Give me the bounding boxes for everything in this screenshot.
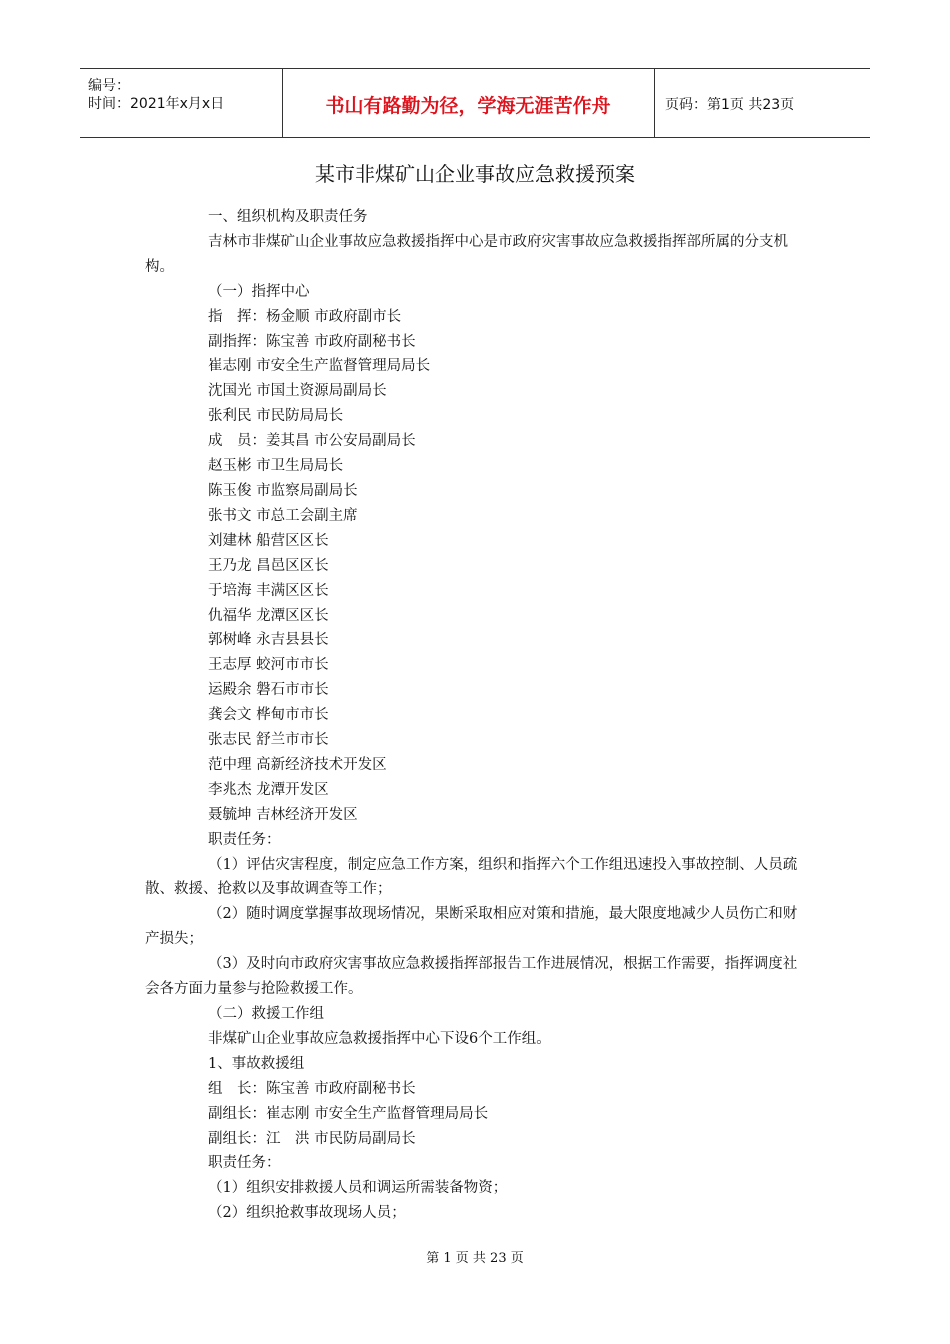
paragraph: 职责任务：	[208, 1155, 281, 1172]
paragraph: 沈国光 市国土资源局副局长	[208, 383, 387, 400]
paragraph: 王乃龙 昌邑区区长	[208, 557, 329, 574]
paragraph: 副指挥：陈宝善 市政府副秘书长	[208, 333, 416, 350]
page-info: 页码：第1页 共23页	[665, 97, 795, 113]
time-label: 时间：2021年x月x日	[88, 96, 225, 112]
paragraph: 一、组织机构及职责任务	[208, 209, 368, 225]
paragraph: 王志厚 蛟河市市长	[208, 657, 329, 674]
paragraph: 副组长：江 洪 市民防局副局长	[208, 1130, 416, 1147]
paragraph: 张书文 市总工会副主席	[208, 507, 358, 524]
paragraph: （一）指挥中心	[208, 283, 310, 300]
paragraph: （二）救援工作组	[208, 1006, 324, 1022]
header-right-cell	[655, 69, 870, 137]
header-left-cell	[80, 69, 283, 137]
paragraph: 吉林市非煤矿山企业事故应急救援指挥中心是市政府灾害事故应急救援指挥部所属的分支机构。	[145, 233, 788, 275]
paragraph: （3）及时向市政府灾害事故应急救援指挥部报告工作进展情况，根据工作需要，指挥调度社会各方面力量参与抢险救援工作。	[145, 956, 798, 998]
paragraph: （2）组织抢救事故现场人员；	[208, 1205, 406, 1222]
paragraph: 赵玉彬 市卫生局局长	[208, 458, 344, 475]
paragraph: 非煤矿山企业事故应急救援指挥中心下设6个工作组。	[208, 1030, 551, 1047]
document-title: 某市非煤矿山企业事故应急救援预案	[315, 162, 635, 186]
paragraph: （2）随时调度掌握事故现场情况，果断采取相应对策和措施，最大限度地减少人员伤亡和财产损失；	[145, 906, 798, 948]
paragraph: （1）组织安排救援人员和调运所需装备物资；	[208, 1180, 508, 1197]
paragraph: 1、事故救援组	[208, 1055, 305, 1072]
paragraph: 张志民 舒兰市市长	[208, 732, 329, 749]
paragraph: 指 挥：杨金顺 市政府副市长	[208, 308, 402, 325]
paragraph: 运殿余 磐石市市长	[208, 682, 329, 699]
paragraph: 职责任务：	[208, 831, 281, 848]
page-header	[80, 68, 870, 138]
paragraph: 陈玉俊 市监察局副局长	[208, 482, 358, 499]
number-label: 编号：	[88, 78, 130, 94]
paragraph: 仇福华 龙潭区区长	[208, 607, 329, 624]
header-motto-cell	[282, 69, 655, 137]
motto-text: 书山有路勤为径，学海无涯苦作舟	[325, 95, 611, 117]
paragraph: 张利民 市民防局局长	[208, 408, 344, 425]
paragraph: 李兆杰 龙潭开发区	[208, 781, 329, 798]
page-footer: 第 1 页 共 23 页	[426, 1251, 524, 1266]
paragraph: 崔志刚 市安全生产监督管理局局长	[208, 358, 431, 375]
paragraph: 刘建林 船营区区长	[208, 532, 329, 549]
paragraph: 成 员：姜其昌 市公安局副局长	[208, 433, 416, 450]
paragraph: 于培海 丰满区区长	[208, 582, 329, 599]
paragraph: （1）评估灾害程度，制定应急工作方案，组织和指挥六个工作组迅速投入事故控制、人员疏散、救援、抢救以及事故调查等工作；	[145, 856, 798, 898]
paragraph: 郭树峰 永吉县县长	[208, 632, 329, 649]
paragraph: 副组长：崔志刚 市安全生产监督管理局局长	[208, 1105, 489, 1122]
paragraph: 聂毓坤 吉林经济开发区	[208, 806, 358, 823]
document-body	[145, 205, 810, 1226]
paragraph: 龚会文 桦甸市市长	[208, 707, 329, 724]
paragraph: 范中理 高新经济技术开发区	[208, 756, 387, 773]
paragraph: 组 长：陈宝善 市政府副秘书长	[208, 1080, 416, 1097]
